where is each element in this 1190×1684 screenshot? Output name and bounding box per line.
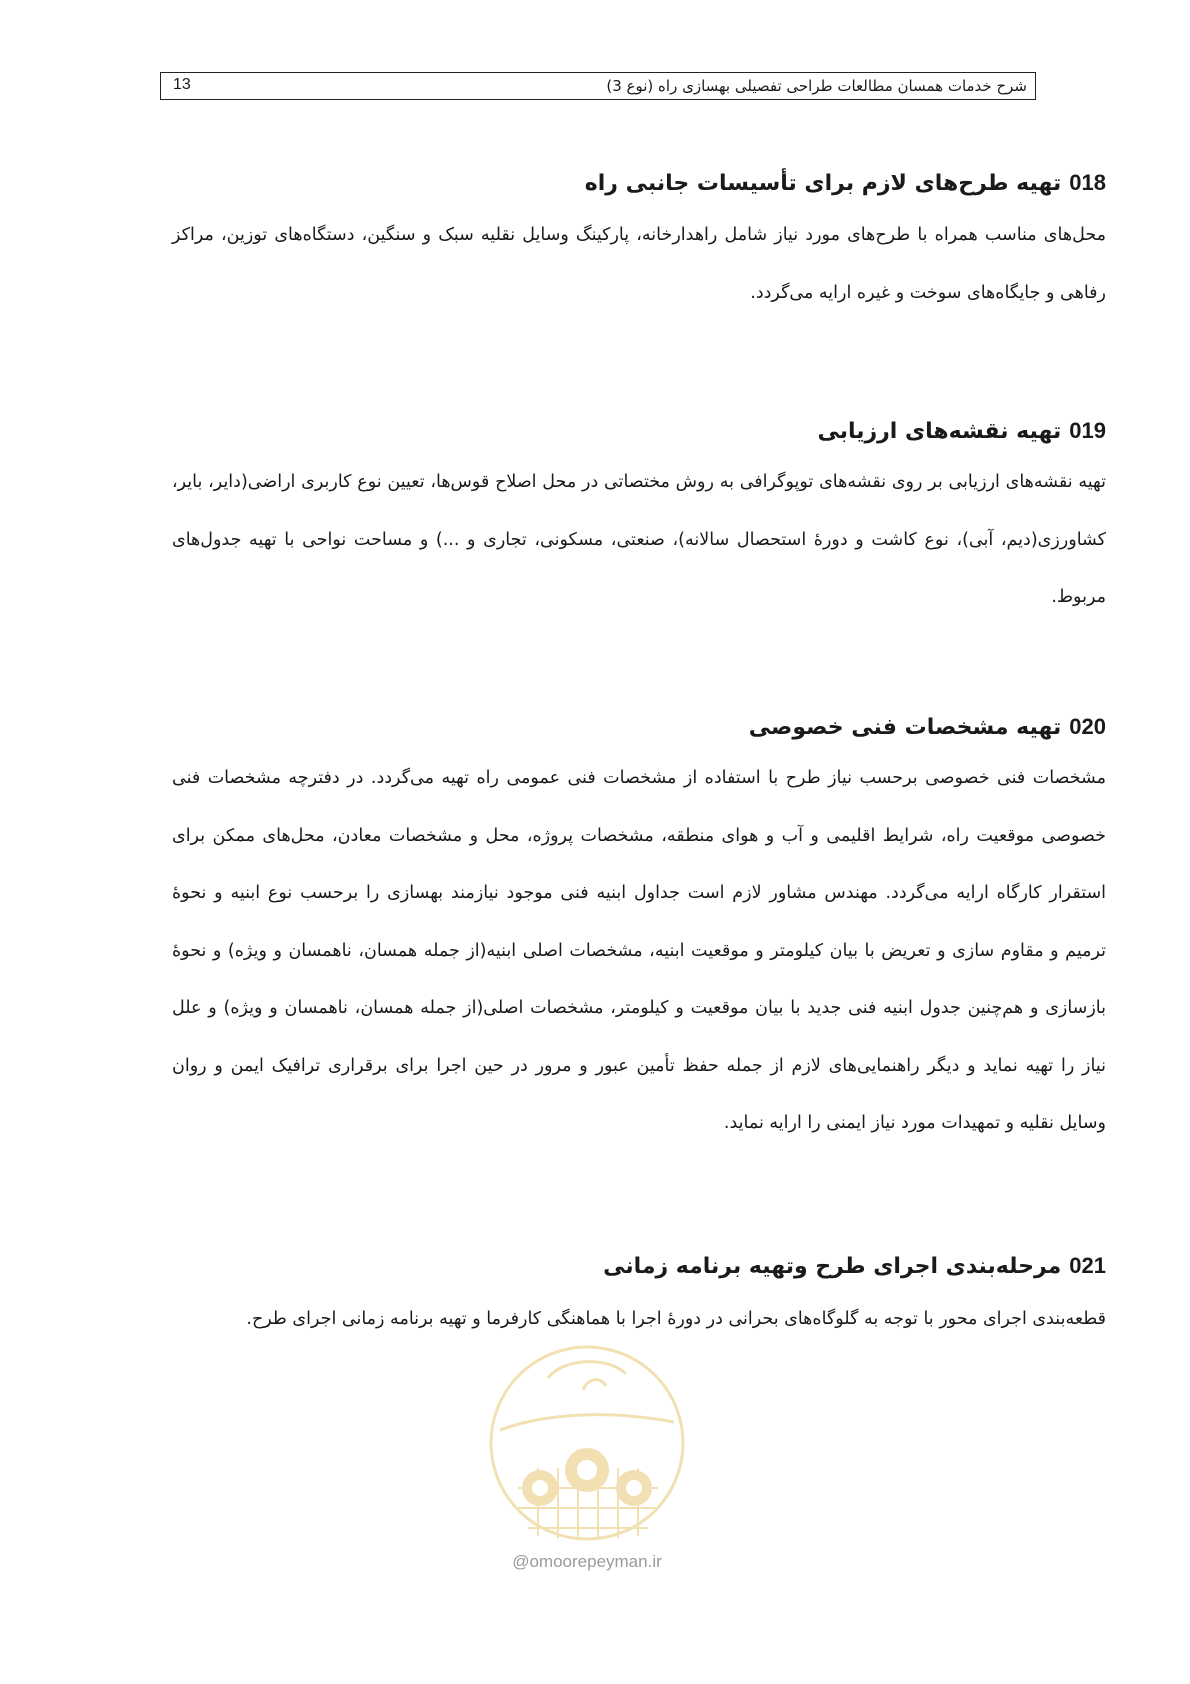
section-number: 019 [1069,418,1106,443]
section-020 [172,712,1106,1153]
section-018 [172,168,1106,322]
section-paragraph: محل‌های مناسب همراه با طرح‌های مورد نیاز شامل راهدارخانه، پارکینگ وسایل نقلیه سبک و سنگین، دستگاه‌های توزین، مراکز رفاهی و جایگاه‌های سوخت و غیره ارایه می‌گردد. [172,225,1106,303]
section-number: 018 [1069,170,1106,195]
section-heading [172,1251,1106,1282]
section-paragraph: تهیه نقشه‌های ارزیابی بر روی نقشه‌های توپوگرافی به روش مختصاتی در محل اصلاح قوس‌ها، تعیین نوع کاربری اراضی(دایر، بایر، کشاورزی(دیم، آبی)، نوع کاشت و دورهٔ استحصال سالانه)، صنعتی، مسکونی، تجاری و ...) و مساحت نواحی با تهیه جدول‌های مربوط. [172,472,1106,607]
watermark-logo [488,1338,686,1548]
section-019 [172,416,1106,627]
page-number: 13 [173,76,191,93]
section-paragraph: قطعه‌بندی اجرای محور با توجه به گلوگاه‌های بحرانی در دورهٔ اجرا با هماهنگی کارفرما و تهیه برنامه زمانی اجرای طرح. [246,1309,1106,1329]
section-number: 021 [1069,1253,1106,1278]
section-number: 020 [1069,714,1106,739]
section-heading [172,168,1106,199]
page-header [160,72,1036,100]
section-heading [172,712,1106,743]
section-title: تهیه مشخصات فنی خصوصی [748,715,1062,740]
section-title: تهیه طرح‌های لازم برای تأسیسات جانبی راه [584,171,1062,196]
section-021 [172,1251,1106,1349]
watermark [488,1338,686,1590]
section-title: مرحله‌بندی اجرای طرح وتهیه برنامه زمانی [603,1254,1062,1279]
section-heading [172,416,1106,447]
section-title: تهیه نقشه‌های ارزیابی [817,419,1062,444]
section-paragraph: مشخصات فنی خصوصی برحسب نیاز طرح با استفاده از مشخصات فنی عمومی راه تهیه می‌گردد. در دفترچه مشخصات فنی خصوصی موقعیت راه، شرایط اقلیمی و آب و هوای منطقه، مشخصات پروژه، محل و مشخصات معادن، محل‌های ممکن برای استقرار کارگاه ارایه می‌گردد. مهندس مشاور لازم است جداول ابنیه فنی موجود نیازمند بهسازی را برحسب نوع ابنیه و نحوهٔ ترمیم و مقاوم سازی و تعریض با بیان کیلومتر و موقعیت ابنیه، مشخصات اصلی ابنیه(از جمله همسان، ناهمسان و ویژه) و نحوهٔ بازسازی و هم‌چنین جدول ابنیه فنی جدید با بیان موقعیت و کیلومتر، مشخصات اصلی(از جمله همسان، ناهمسان و ویژه) و علل نیاز را تهیه نماید و دیگر راهنمایی‌های لازم از جمله حفظ تأمین عبور و مرور در حین اجرا برای برقراری ترافیک ایمن و روان وسایل نقلیه و تمهیدات مورد نیاز ایمنی را ارایه نماید. [172,768,1106,1133]
watermark-caption: @omoorepeyman.ir [512,1552,662,1571]
header-title: شرح خدمات همسان مطالعات طراحی تفصیلی بهسازی راه (نوع 3) [606,77,1027,95]
